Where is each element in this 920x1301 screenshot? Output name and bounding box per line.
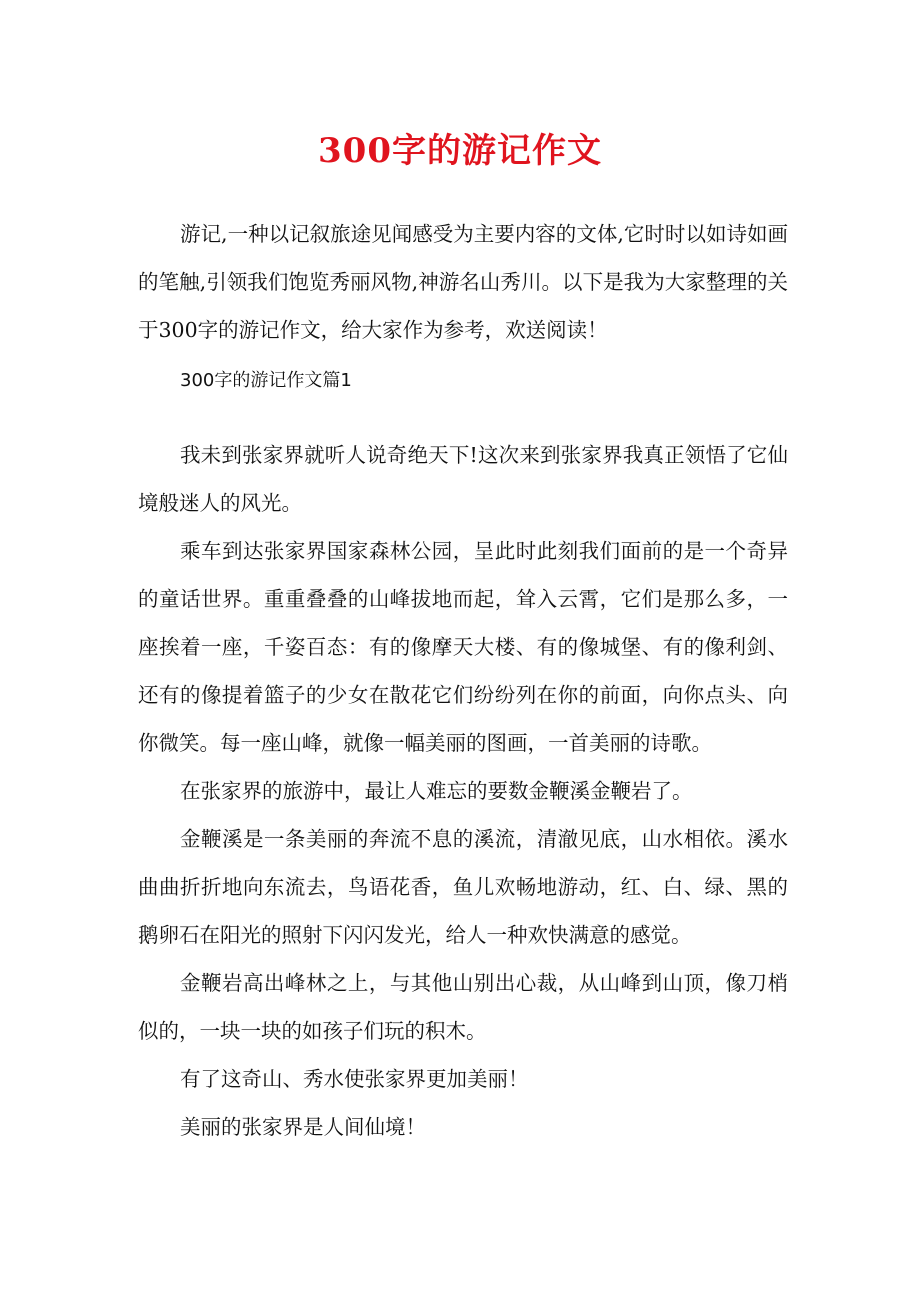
paragraph-7: 美丽的张家界是人间仙境！	[180, 1115, 426, 1139]
paragraph-6: 有了这奇山、秀水使张家界更加美丽！	[180, 1067, 529, 1091]
intro-paragraph: 游记,一种以记叙旅途见闻感受为主要内容的文体,它时时以如诗如画的笔触,引领我们饱览秀丽风物,神游名山秀川。以下是我为大家整理的关于300字的游记作文，给大家作为参考，欢送阅读！	[138, 222, 788, 342]
section-heading: 300字的游记作文篇1	[180, 370, 352, 391]
paragraph-2: 乘车到达张家界国家森林公园，呈此时此刻我们面前的是一个奇异的童话世界。重重叠叠的山峰拔地而起，耸入云霄，它们是那么多，一座挨着一座，千姿百态：有的像摩天大楼、有的像城堡、有的像利剑、还有的像提着篮子的少女在散花它们纷纷列在你的前面，向你点头、向你微笑。每一座山峰，就像一幅美丽的图画，一首美丽的诗歌。	[138, 539, 788, 755]
paragraph-3: 在张家界的旅游中，最让人难忘的要数金鞭溪金鞭岩了。	[180, 779, 693, 803]
document-title: 300字的游记作文	[318, 131, 602, 171]
paragraph-4: 金鞭溪是一条美丽的奔流不息的溪流，清澈见底，山水相依。溪水曲曲折折地向东流去，鸟语花香，鱼儿欢畅地游动，红、白、绿、黑的鹅卵石在阳光的照射下闪闪发光，给人一种欢快满意的感觉。	[138, 827, 788, 947]
paragraph-5: 金鞭岩高出峰林之上，与其他山别出心裁，从山峰到山顶，像刀梢似的，一块一块的如孩子们玩的积木。	[138, 971, 788, 1043]
paragraph-1: 我未到张家界就听人说奇绝天下!这次来到张家界我真正领悟了它仙境般迷人的风光。	[138, 443, 788, 515]
